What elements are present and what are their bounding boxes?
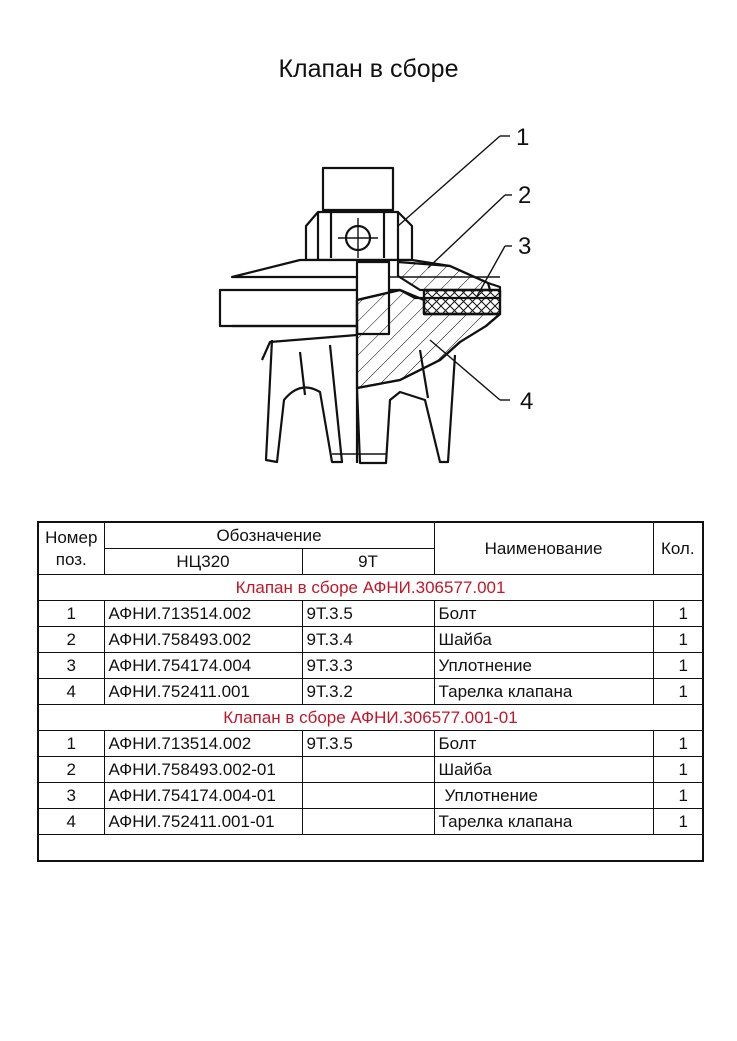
table-row <box>38 679 703 705</box>
cell-code2 <box>302 809 434 835</box>
cell-qty: 1 <box>653 679 703 705</box>
cell-qty: 1 <box>653 757 703 783</box>
page-title: Клапан в сборе <box>278 55 459 83</box>
specification-table <box>37 521 704 862</box>
cell-code1: АФНИ.752411.001 <box>104 679 302 705</box>
cell-code1: АФНИ.754174.004-01 <box>104 783 302 809</box>
header-name: Наименование <box>434 522 653 575</box>
cell-code2: 9Т.3.4 <box>302 627 434 653</box>
cell-qty: 1 <box>653 601 703 627</box>
section-title-row <box>38 575 703 601</box>
callout-2: 2 <box>518 182 532 209</box>
cell-pos: 1 <box>38 601 104 627</box>
table-row <box>38 601 703 627</box>
cell-name: Уплотнение <box>434 783 653 809</box>
table-row <box>38 783 703 809</box>
cell-code2 <box>302 783 434 809</box>
cell-code2: 9Т.3.2 <box>302 679 434 705</box>
header-designation-sub2: 9Т <box>302 549 434 575</box>
header-qty: Кол. <box>653 522 703 575</box>
cell-name: Болт <box>434 731 653 757</box>
cell-name: Тарелка клапана <box>434 809 653 835</box>
table-row <box>38 653 703 679</box>
cell-name: Уплотнение <box>434 653 653 679</box>
table-row <box>38 757 703 783</box>
cell-pos: 1 <box>38 731 104 757</box>
cell-name: Шайба <box>434 757 653 783</box>
cell-qty: 1 <box>653 627 703 653</box>
cell-code2: 9Т.3.5 <box>302 601 434 627</box>
cell-pos: 4 <box>38 809 104 835</box>
cell-code2: 9Т.3.3 <box>302 653 434 679</box>
cell-name: Тарелка клапана <box>434 679 653 705</box>
table-row <box>38 627 703 653</box>
bolt-part <box>306 168 412 260</box>
callout-4: 4 <box>520 388 534 415</box>
cell-code1: АФНИ.754174.004 <box>104 653 302 679</box>
cell-pos: 4 <box>38 679 104 705</box>
callout-1: 1 <box>516 124 530 151</box>
header-row <box>38 522 703 549</box>
cell-code2 <box>302 757 434 783</box>
cell-pos: 3 <box>38 653 104 679</box>
cell-name: Шайба <box>434 627 653 653</box>
empty-row <box>38 835 703 862</box>
section-title: Клапан в сборе АФНИ.306577.001-01 <box>38 705 703 731</box>
valve-assembly-drawing <box>0 0 737 500</box>
cell-qty: 1 <box>653 731 703 757</box>
cell-pos: 2 <box>38 627 104 653</box>
cell-code2: 9Т.3.5 <box>302 731 434 757</box>
header-designation: Обозначение <box>104 522 434 549</box>
cell-code1: АФНИ.752411.001-01 <box>104 809 302 835</box>
cell-name: Болт <box>434 601 653 627</box>
cell-code1: АФНИ.758493.002-01 <box>104 757 302 783</box>
section-title: Клапан в сборе АФНИ.306577.001 <box>38 575 703 601</box>
cell-code1: АФНИ.713514.002 <box>104 601 302 627</box>
empty-cell <box>38 835 703 862</box>
table-row <box>38 731 703 757</box>
cell-qty: 1 <box>653 809 703 835</box>
seal-part <box>424 290 500 314</box>
cell-code1: АФНИ.713514.002 <box>104 731 302 757</box>
cell-code1: АФНИ.758493.002 <box>104 627 302 653</box>
header-position: Номер поз. <box>38 522 104 575</box>
callout-3: 3 <box>518 233 532 260</box>
cell-qty: 1 <box>653 783 703 809</box>
cell-qty: 1 <box>653 653 703 679</box>
cell-pos: 2 <box>38 757 104 783</box>
header-designation-sub1: НЦ320 <box>104 549 302 575</box>
table-row <box>38 809 703 835</box>
section-title-row <box>38 705 703 731</box>
cell-pos: 3 <box>38 783 104 809</box>
